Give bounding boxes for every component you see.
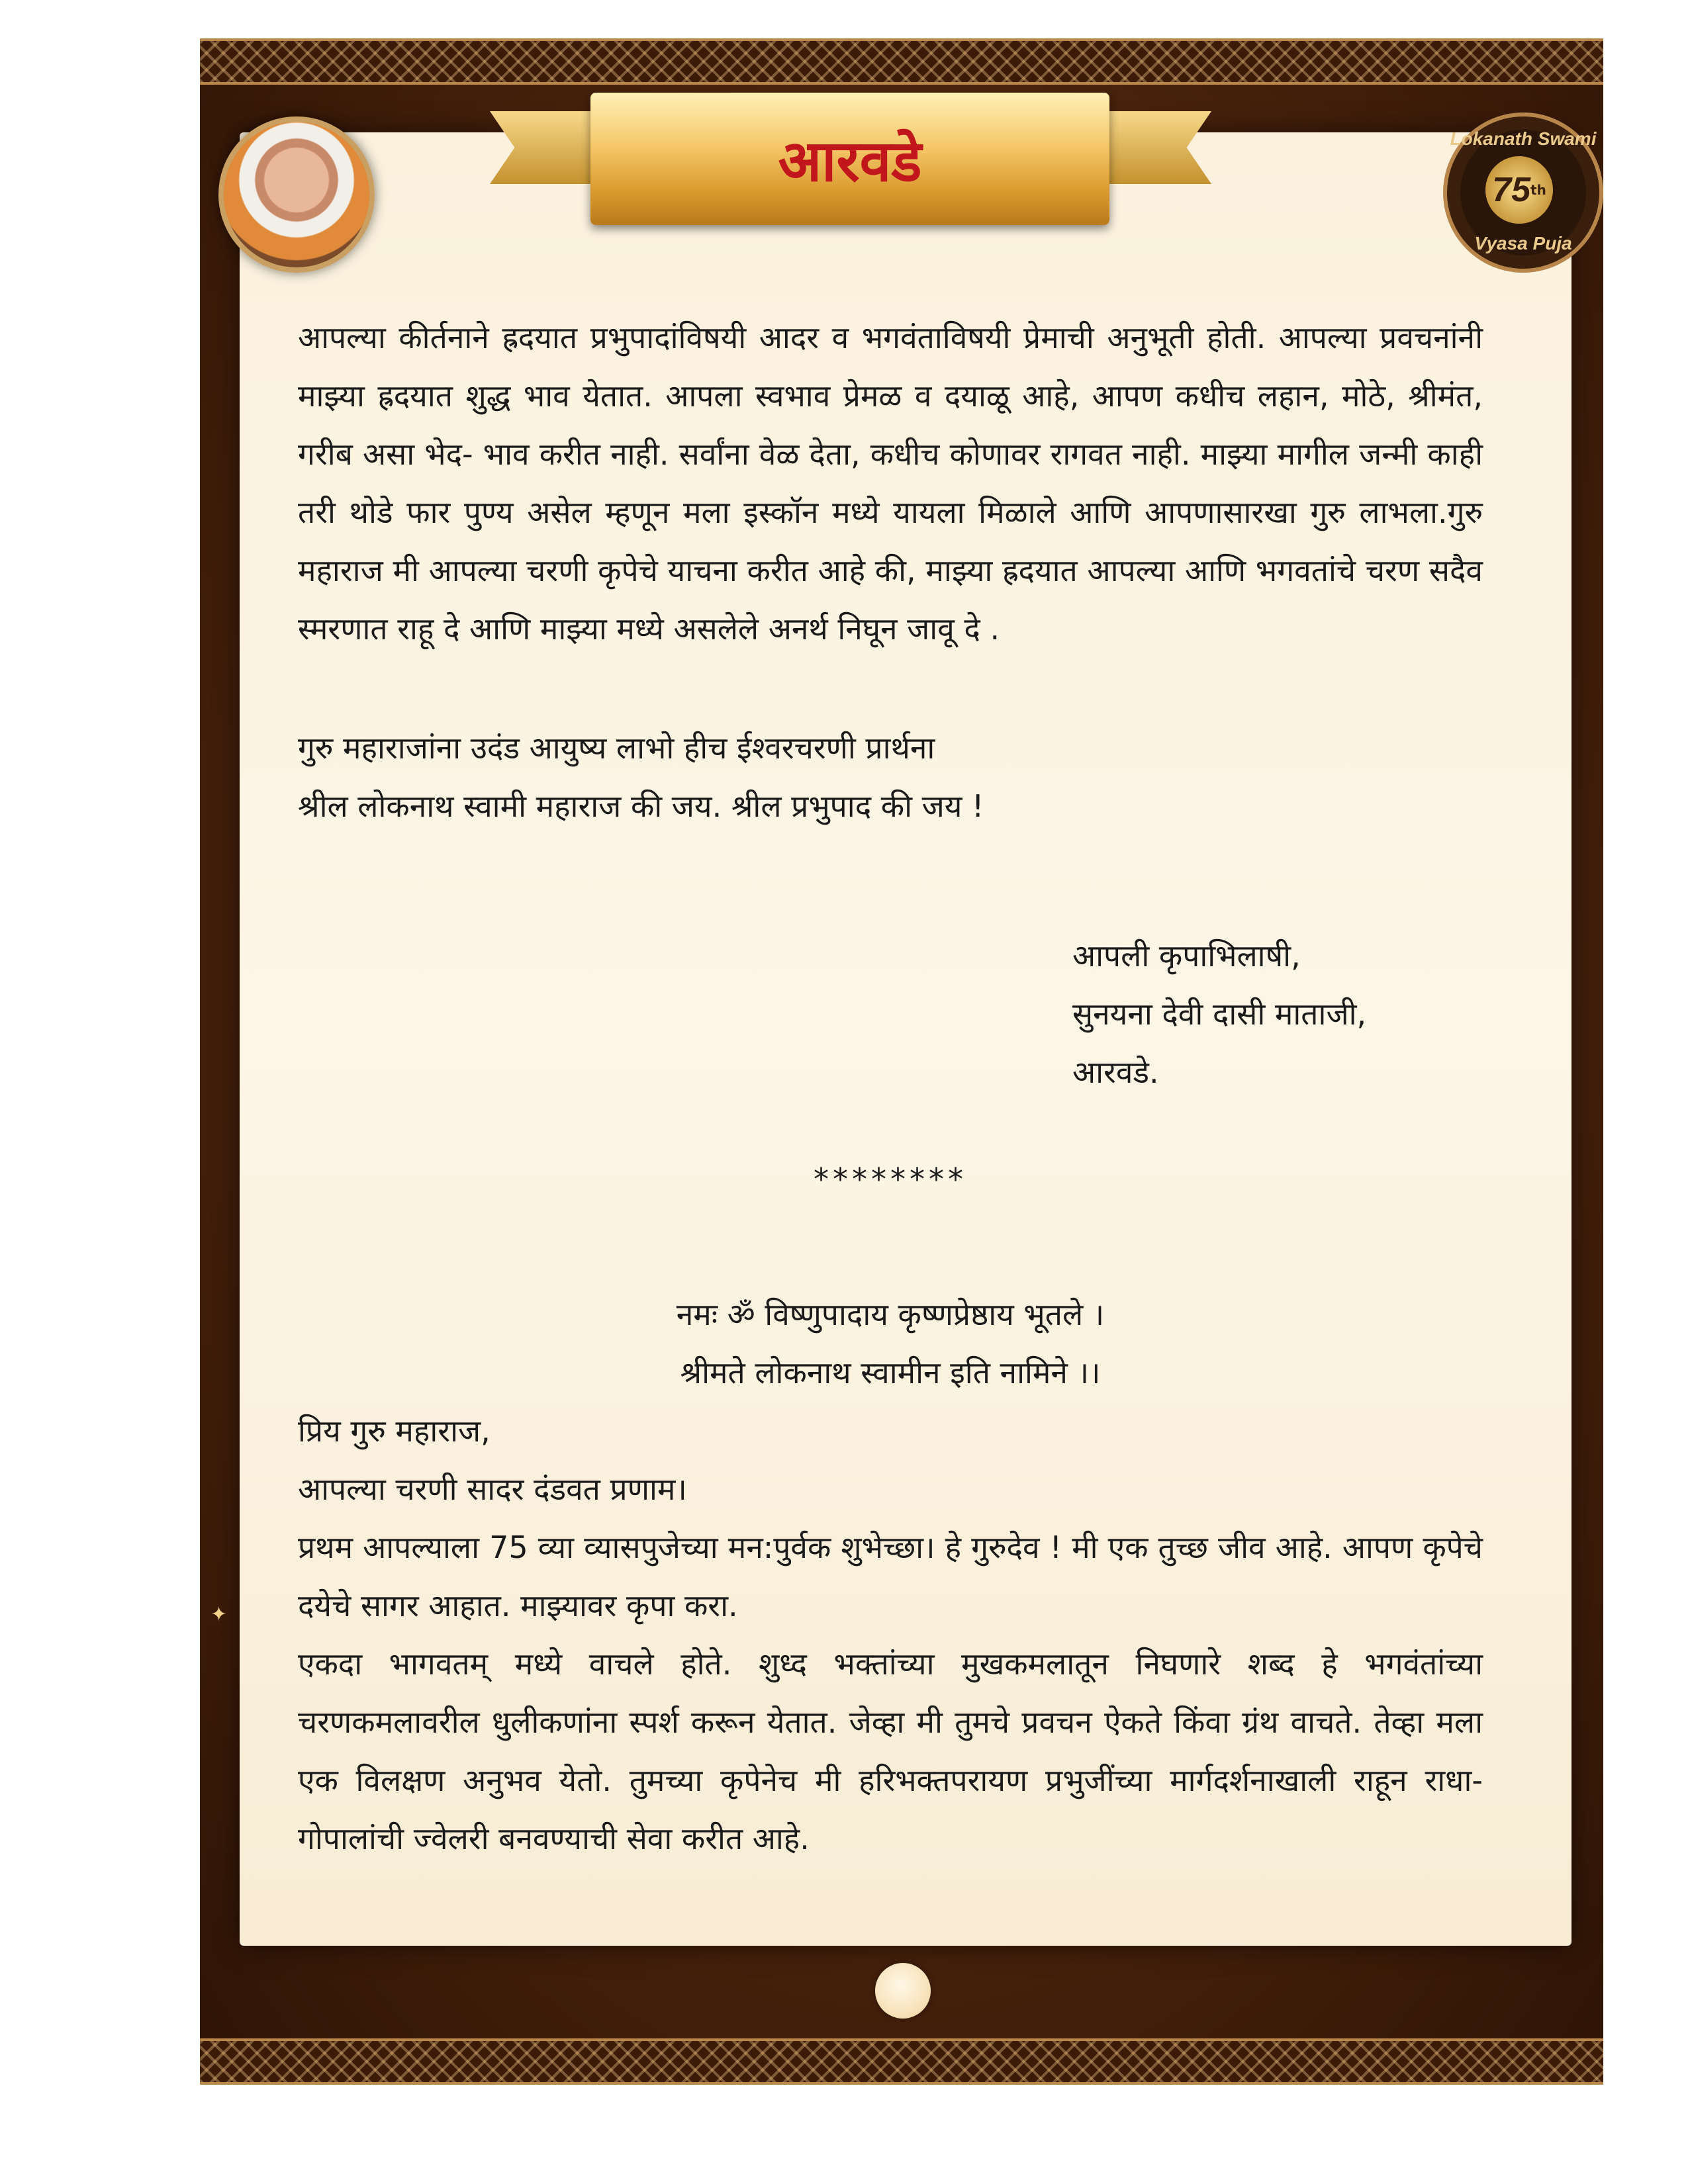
letter2-paragraph: एकदा भागवतम् मध्ये वाचले होते. शुध्द भक्तांच्या मुखकमलातून निघणारे शब्द हे भगवंतांच्या चरणकमलावरील धुलीकणांना स्पर्श करून येतात. जेव्हा मी तुमचे प्रवचन ऐकते किंवा ग्रंथ वाचते. तेव्हा मला एक विलक्षण अनुभव येतो. तुमच्या कृपेनेच मी हरिभक्तपरायण प्रभुजींच्या मार्गदर्शनाखाली राहून राधा- गोपालांची ज्वेलरी बनवण्याची सेवा करीत आहे. <box>298 1646 1483 1856</box>
salutation: प्रिय गुरु महाराज, <box>298 1413 491 1449</box>
logo-badge <box>1485 156 1553 224</box>
bottom-border <box>200 2038 1603 2085</box>
page-number-dot <box>875 1963 931 2019</box>
verse-line: नमः ॐ विष्णुपादाय कृष्णप्रेष्ठाय भूतले । <box>676 1297 1105 1332</box>
sparkle-icon: ✦ <box>211 1603 228 1626</box>
letter1-prayer-line: गुरु महाराजांना उदंड आयुष्य लाभो हीच ईश्वरचरणी प्रार्थना <box>298 730 935 766</box>
verse-line: श्रीमते लोकनाथ स्वामीन इति नामिने ।। <box>680 1355 1101 1390</box>
logo-suffix: th <box>1530 182 1546 198</box>
logo-number: 75 <box>1492 171 1531 209</box>
logo-bottom-text: Vyasa Puja <box>1474 233 1572 253</box>
letter2-paragraph: प्रथम आपल्याला 75 व्या व्यासपुजेच्या मन:पुर्वक शुभेच्छा। हे गुरुदेव ! मी एक तुच्छ जीव आहे. आपण कृपेचे दयेचे सागर आहात. माझ्यावर कृपा करा. <box>298 1529 1483 1623</box>
vyasa-puja-logo <box>1443 113 1603 273</box>
logo-top-text: Lokanath Swami <box>1450 128 1597 149</box>
signature-line: आरवडे. <box>1072 1054 1159 1090</box>
guru-portrait <box>218 116 375 273</box>
letter1-jay-line: श्रील लोकनाथ स्वामी महाराज की जय. श्रील प्रभुपाद की जय ! <box>298 788 984 824</box>
signature-line: सुनयना देवी दासी माताजी, <box>1072 996 1367 1032</box>
top-border <box>200 38 1603 85</box>
section-separator: ******** <box>814 1161 967 1197</box>
letter1-paragraph: आपल्या कीर्तनाने ह्रदयात प्रभुपादांविषयी आदर व भगवंताविषयी प्रेमाची अनुभूती होती. आपल्या प्रवचनांनी माझ्या ह्रदयात शुद्ध भाव येतात. आपला स्वभाव प्रेमळ व दयाळू आहे, आपण कधीच लहान, मोठे, श्रीमंत, गरीब असा भेद- भाव करीत नाही. सर्वांना वेळ देता, कधीच कोणावर रागवत नाही. माझ्या मागील जन्मी काही तरी थोडे फार पुण्य असेल म्हणून मला इस्कॉन मध्ये यायला मिळाले आणि आपणासारखा गुरु लाभला.गुरु महाराज मी आपल्या चरणी कृपेचे याचना करीत आहे की, माझ्या ह्रदयात आपल्या आणि भगवतांचे चरण सदैव स्मरणात राहू दे आणि माझ्या मध्ये असलेले अनर्थ निघून जावू दे . <box>298 320 1483 647</box>
page-title: आरवडे <box>778 128 922 195</box>
greeting: आपल्या चरणी सादर दंडवत प्रणाम। <box>298 1471 687 1507</box>
signature-line: आपली कृपाभिलाषी, <box>1072 938 1301 974</box>
title-ribbon <box>590 93 1109 225</box>
